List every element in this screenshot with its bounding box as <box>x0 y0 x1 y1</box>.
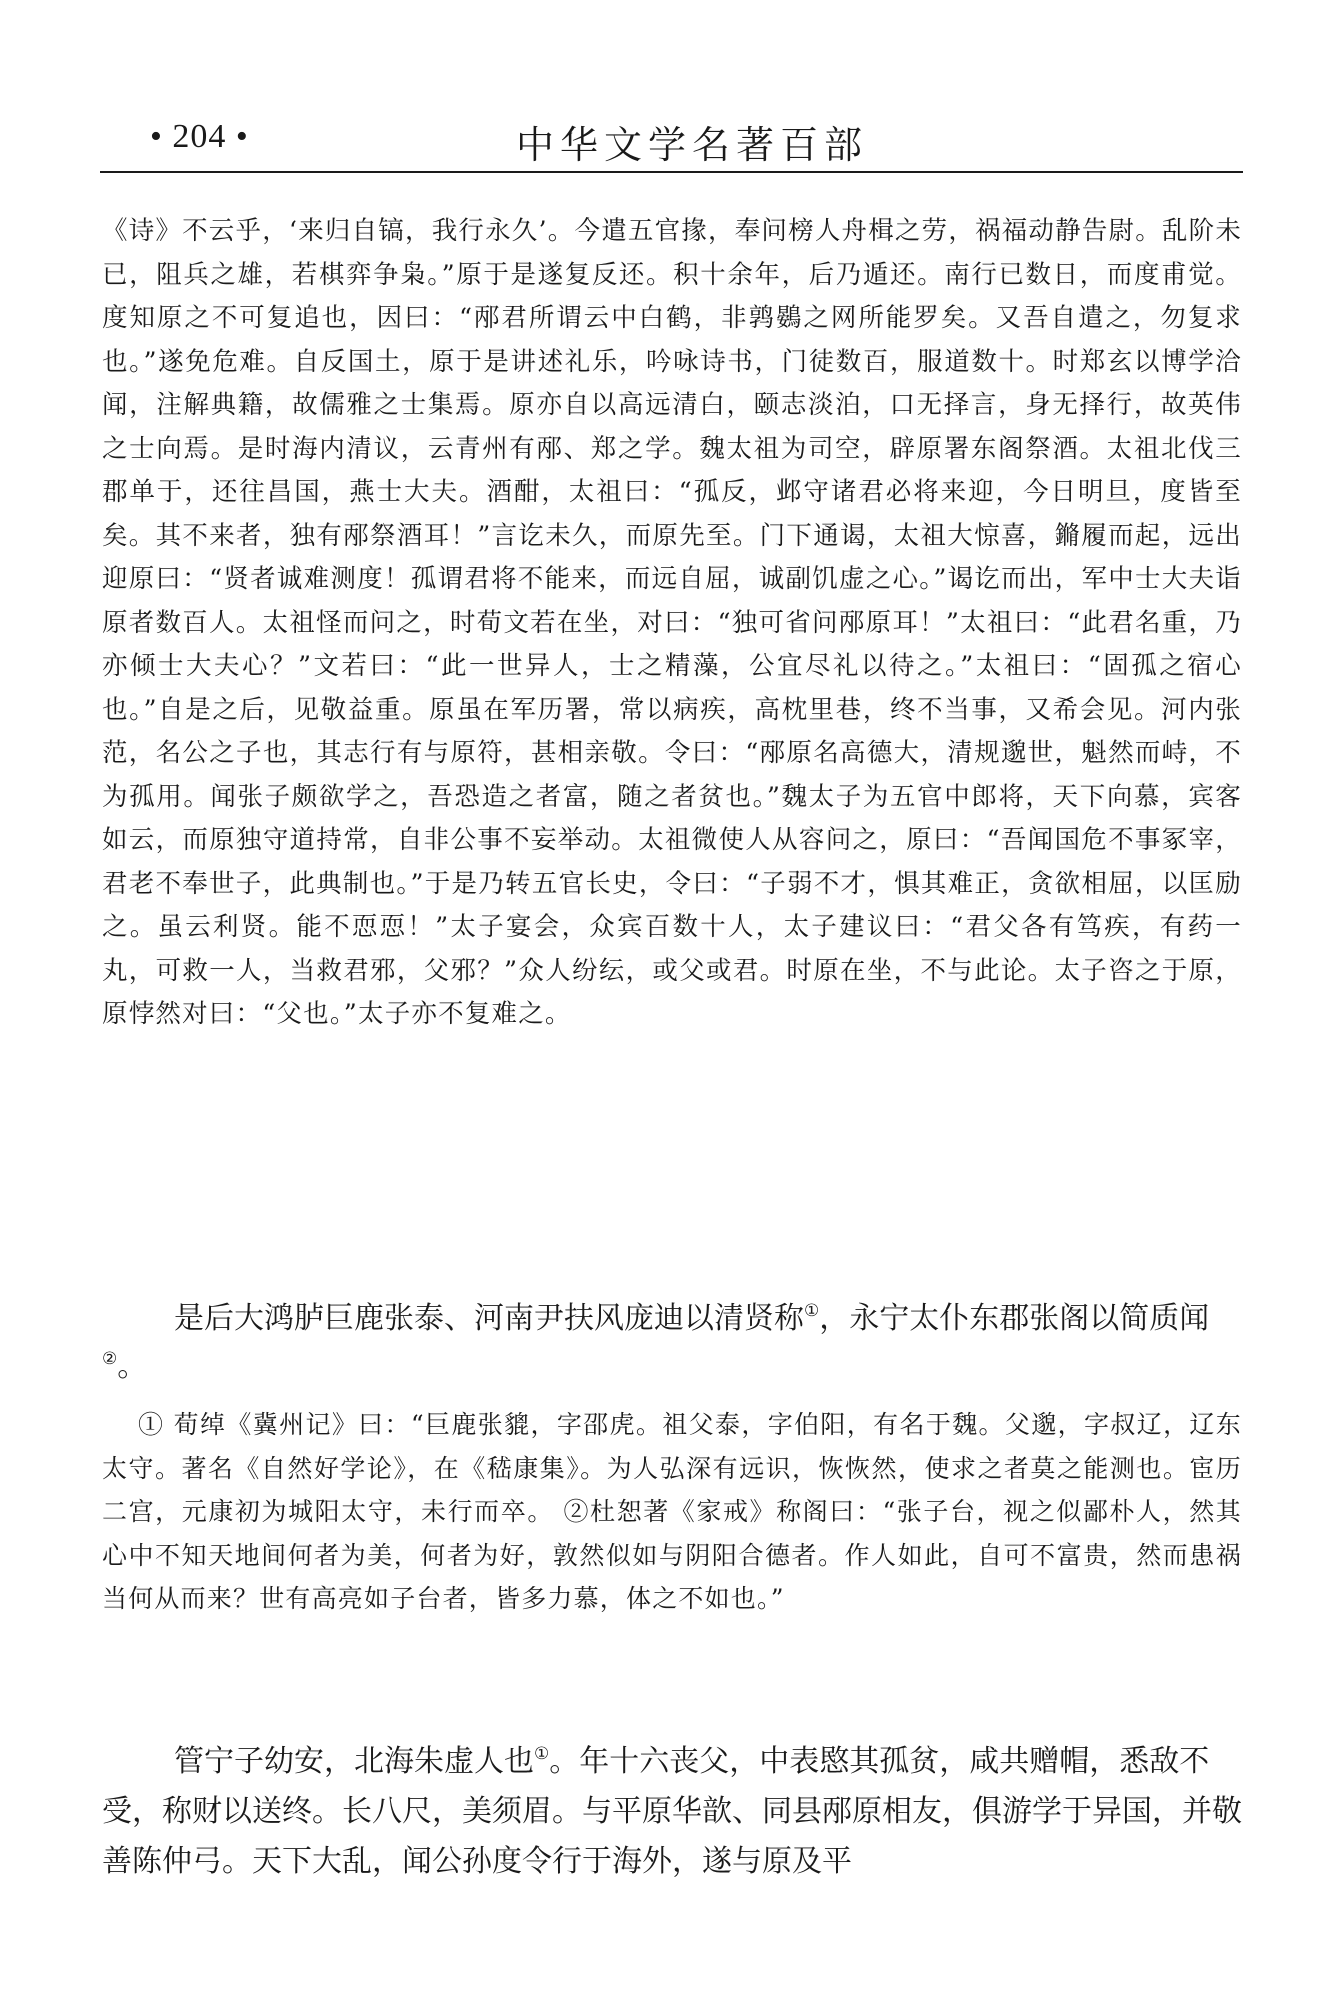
book-title: 中华文学名著百部 <box>515 123 868 167</box>
main-text-paragraph <box>102 1737 1242 1887</box>
main-text-segment: ，永宁太仆东郡张阁以简质闻 <box>819 1301 1210 1336</box>
main-text-segment: 管宁子幼安，北海朱虚人也 <box>174 1744 534 1779</box>
main-text-segment: 。年十六丧父，中表愍其孤贫，咸共赠帽，悉敌不受，称财以送终。长八尺，美须眉。与平原华歆、同县邴原相友，俱游学于异国，并敬善陈仲弓。天下大乱，闻公孙度令行于海外，遂与原及平 <box>102 1744 1242 1879</box>
commentary-paragraph: 《诗》不云乎，‘来归自镐，我行永久’。今遣五官掾，奉问榜人舟楫之劳，祸福动静告尉。乱阶未已，阻兵之雄，若棋弈争枭。”原于是遂复反还。积十余年，后乃遁还。南行已数日，而度甫觉。度知原之不可复追也，因曰：“邴君所谓云中白鹤，非鹑鷃之网所能罗矣。又吾自遣之，勿复求也。”遂免危难。自反国土，原于是讲述礼乐，吟咏诗书，门徒数百，服道数十。时郑玄以博学洽闻，注解典籍，故儒雅之士集焉。原亦自以高远清白，颐志淡泊，口无择言，身无择行，故英伟之士向焉。是时海内清议，云青州有邴、郑之学。魏太祖为司空，辟原署东阁祭酒。太祖北伐三郡单于，还往昌国，燕士大夫。酒酣，太祖曰：“孤反，邺守诸君必将来迎，今日明旦，度皆至矣。其不来者，独有邴祭酒耳！”言讫未久，而原先至。门下通谒，太祖大惊喜，鏅履而起，远出迎原曰：“贤者诚难测度！孤谓君将不能来，而远自屈，诚副饥虚之心。”谒讫而出，军中士大夫诣原者数百人。太祖怪而问之，时荀文若在坐，对曰：“独可省问邴原耳！”太祖曰：“此君名重，乃亦倾士大夫心？”文若曰：“此一世异人，士之精藻，公宜尽礼以待之。”太祖曰：“固孤之宿心也。”自是之后，见敬益重。原虽在军历署，常以病疾，高枕里巷，终不当事，又希会见。河内张范，名公之子也，其志行有与原符，甚相亲敬。令曰：“邴原名高德大，清规邈世，魁然而峙，不为孤用。闻张子颇欲学之，吾恐造之者富，随之者贫也。”魏太子为五官中郎将，天下向慕，宾客如云，而原独守道持常，自非公事不妄举动。太祖微使人从容问之，原曰：“吾闻国危不事冢宰，君老不奉世子，此典制也。”于是乃转五官长史，令曰：“子弱不才，惧其难正，贪欲相屈，以匡励之。虽云利贤。能不恧恧！”太子宴会，众宾百数十人，太子建议曰：“君父各有笃疾，有药一丸，可救一人，当救君邪，父邪？”众人纷纭，或父或君。时原在坐，不与此论。太子咨之于原，原悖然对曰：“父也。”太子亦不复难之。 <box>102 216 1243 1029</box>
main-text-paragraph <box>102 1295 1242 1391</box>
main-text-segment: 是后大鸿胪巨鹿张泰、河南尹扶风庞迪以清贤称 <box>174 1301 804 1336</box>
page-header <box>102 108 1242 168</box>
footnote-marker: ① <box>804 1301 820 1321</box>
footnote-marker: ② <box>102 1349 118 1369</box>
footnote-marker: ① <box>534 1744 550 1764</box>
page-number: • 204 • <box>150 118 249 155</box>
footnotes: ① 荀绰《冀州记》曰：“巨鹿张貔，字邵虎。祖父泰，字伯阳，有名于魏。父邈，字叔辽，辽东太守。著名《自然好学论》，在《嵇康集》。为人弘深有远识，恢恢然，使求之者莫之能测也。宦历二宫，元康初为城阳太守，未行而卒。 ②杜恕著《家戒》称阁曰：“张子台，视之似鄙朴人，然其心中不知天地间何者为美，何者为好，敦然似如与阴阳合德者。作人如此，自可不富贵，然而患祸当何从而来？世有高亮如子台者，皆多力慕，体之不如也。” <box>102 1410 1242 1613</box>
header-rule <box>100 171 1243 173</box>
main-text-segment: 。 <box>117 1349 148 1384</box>
